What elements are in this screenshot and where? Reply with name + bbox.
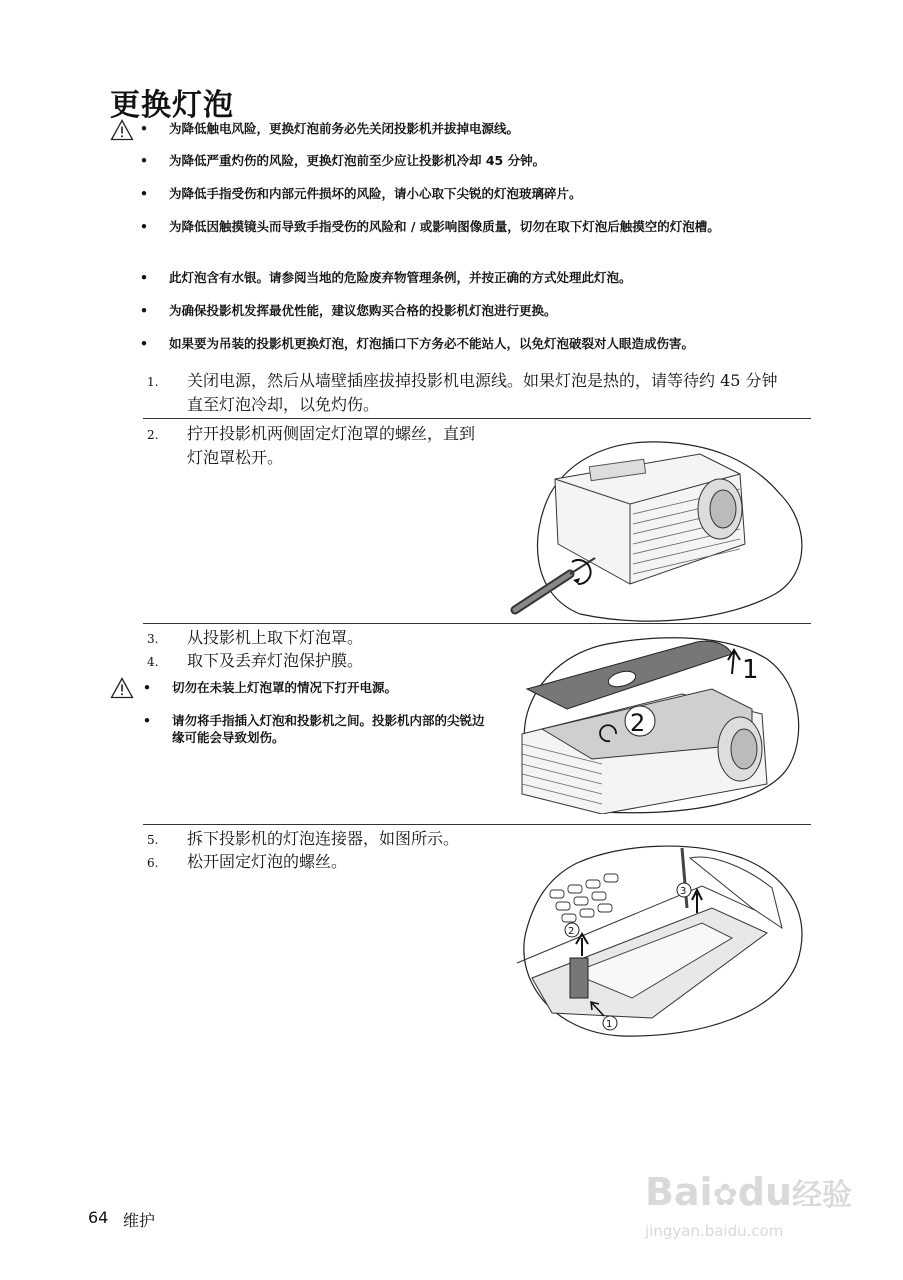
paw-icon: ✿ bbox=[712, 1178, 738, 1213]
divider bbox=[143, 418, 811, 419]
figure-callout: 3 bbox=[680, 886, 687, 897]
divider bbox=[143, 824, 811, 825]
figure-callout: 1 bbox=[606, 1019, 613, 1030]
figure-callout: 2 bbox=[630, 709, 646, 737]
page-number: 64 bbox=[88, 1208, 109, 1227]
page-title: 更换灯泡 bbox=[110, 88, 234, 123]
figure-remove-lamp-cover bbox=[512, 634, 812, 814]
figure-lamp-connector bbox=[512, 838, 812, 1038]
figure-callout: 2 bbox=[568, 926, 575, 937]
watermark-url: jingyan.baidu.com bbox=[645, 1222, 784, 1240]
section-name: 维护 bbox=[123, 1211, 156, 1230]
warning-triangle-icon bbox=[110, 677, 134, 699]
divider bbox=[143, 623, 811, 624]
figure-unscrew-lamp-cover bbox=[510, 434, 810, 624]
figure-callout: 1 bbox=[742, 655, 759, 685]
warning-triangle-icon bbox=[110, 119, 134, 141]
watermark-brand: Bai✿du经验 bbox=[645, 1170, 853, 1214]
